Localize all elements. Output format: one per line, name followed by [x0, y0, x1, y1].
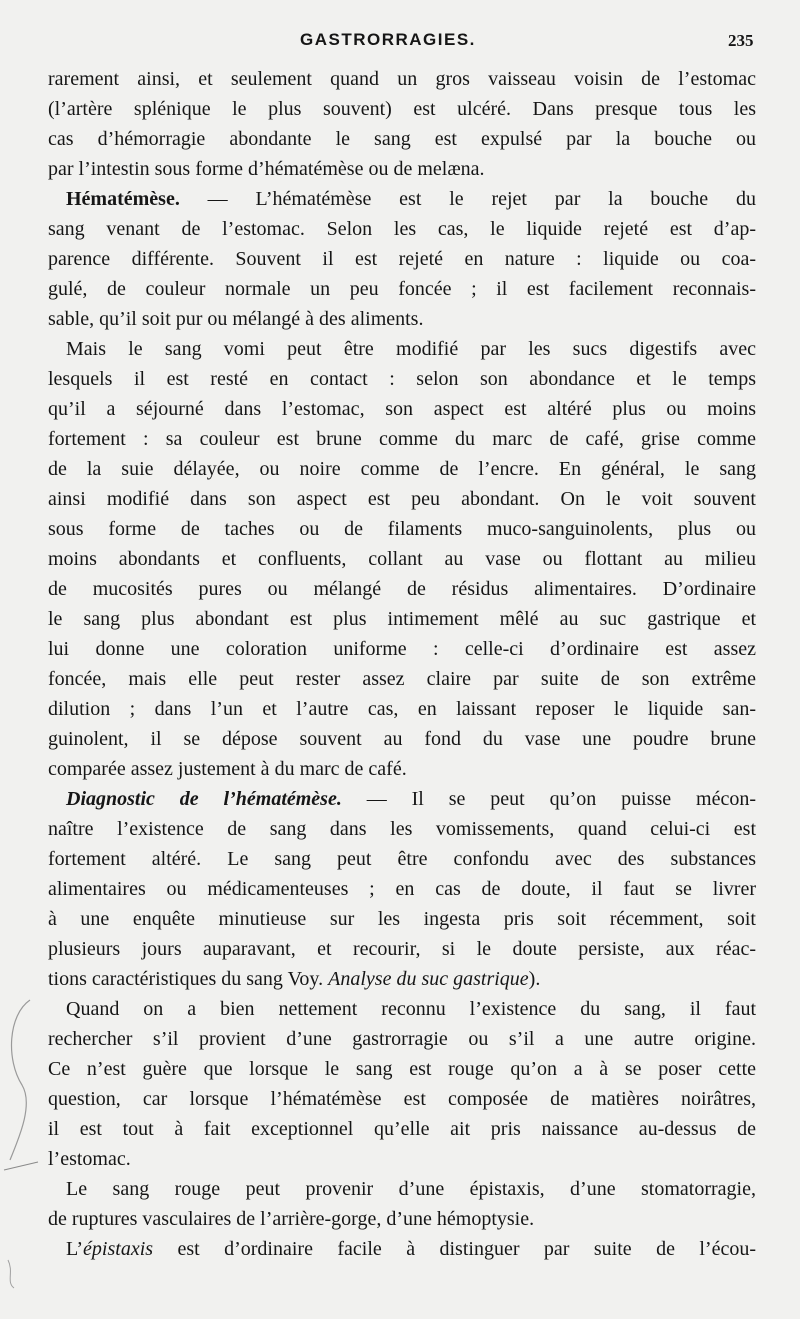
text-line: (l’artère splénique le plus souvent) est ulcéré. Dans presque tous les — [48, 98, 756, 120]
text-line: par l’intestin sous forme d’hématémèse ou de melæna. — [48, 158, 485, 180]
text-span: — Il se peut qu’on puisse mécon- — [341, 788, 756, 810]
text-line: fortement altéré. Le sang peut être confondu avec des substances — [48, 848, 756, 870]
text-line: foncée, mais elle peut rester assez claire par suite de son extrême — [48, 668, 756, 690]
text-line: question, car lorsque l’hématémèse est composée de matières noirâtres, — [48, 1088, 756, 1110]
text-line: le sang plus abondant est plus intimement mêlé au suc gastrique et — [48, 608, 756, 630]
text-line: sang venant de l’estomac. Selon les cas, le liquide rejeté est d’ap- — [48, 218, 756, 240]
text-line: naître l’existence de sang dans les vomissements, quand celui-ci est — [48, 818, 756, 840]
page-number: 235 — [728, 31, 754, 50]
text-line: plusieurs jours auparavant, et recourir, si le doute persiste, aux réac- — [48, 938, 756, 960]
text-line: lui donne une coloration uniforme : celle-ci d’ordinaire est assez — [48, 638, 756, 660]
text-line — [48, 1234, 756, 1264]
italic-term: épistaxis — [83, 1238, 154, 1260]
text-span: tions caractéristiques du sang Voy. — [48, 968, 329, 990]
page-header — [0, 30, 800, 54]
text-span: est d’ordinaire facile à distinguer par suite de l’écou- — [153, 1238, 756, 1260]
cross-reference: Analyse du suc gastrique — [328, 968, 529, 990]
text-line: guinolent, il se dépose souvent au fond du vase une poudre brune — [48, 728, 756, 750]
section-heading-diagnostic: Diagnostic de l’hématémèse. — [66, 788, 342, 810]
text-line: alimentaires ou médicamenteuses ; en cas de doute, il faut se livrer — [48, 878, 756, 900]
text-line: qu’il a séjourné dans l’estomac, son aspect est altéré plus ou moins — [48, 398, 756, 420]
text-line: l’estomac. — [48, 1148, 131, 1170]
text-span: L’ — [66, 1238, 84, 1260]
text-span: ). — [528, 968, 541, 990]
text-line: Le sang rouge peut provenir d’une épistaxis, d’une stomatorragie, — [66, 1178, 756, 1200]
text-line: gulé, de couleur normale un peu foncée ; il est facilement reconnais- — [48, 278, 756, 300]
text-line — [48, 964, 756, 994]
text-line: Mais le sang vomi peut être modifié par les sucs digestifs avec — [66, 338, 756, 360]
text-line: parence différente. Souvent il est rejeté en nature : liquide ou coa- — [48, 248, 756, 270]
text-line: de ruptures vasculaires de l’arrière-gorge, d’une hémoptysie. — [48, 1208, 535, 1230]
section-heading-line — [48, 184, 756, 214]
text-line: sous forme de taches ou de filaments muco-sanguinolents, plus ou — [48, 518, 756, 540]
section-heading-hematemese: Hématémèse. — [66, 188, 180, 210]
text-line: moins abondants et confluents, collant au vase ou flottant au milieu — [48, 548, 756, 570]
text-line: fortement : sa couleur est brune comme du marc de café, grise comme — [48, 428, 756, 450]
running-head: GASTRORRAGIES. — [300, 30, 476, 49]
text-line: rechercher s’il provient d’une gastrorragie ou s’il a une autre origine. — [48, 1028, 756, 1050]
text-line: lesquels il est resté en contact : selon son abondance et le temps — [48, 368, 756, 390]
text-line: de mucosités pures ou mélangé de résidus alimentaires. D’ordinaire — [48, 578, 756, 600]
body-text — [48, 64, 756, 1264]
text-line: dilution ; dans l’un et l’autre cas, en laissant reposer le liquide san- — [48, 698, 756, 720]
text-line: il est tout à fait exceptionnel qu’elle ait pris naissance au-dessus de — [48, 1118, 756, 1140]
text-line: Quand on a bien nettement reconnu l’existence du sang, il faut — [66, 998, 756, 1020]
text-span: — L’hématémèse est le rejet par la bouche du — [179, 188, 756, 210]
text-line: de la suie délayée, ou noire comme de l’encre. En général, le sang — [48, 458, 756, 480]
text-line: rarement ainsi, et seulement quand un gros vaisseau voisin de l’estomac — [48, 68, 756, 90]
margin-pencil-mark — [0, 990, 40, 1290]
text-line: sable, qu’il soit pur ou mélangé à des aliments. — [48, 308, 424, 330]
text-line: ainsi modifié dans son aspect est peu abondant. On le voit souvent — [48, 488, 756, 510]
section-heading-line — [48, 784, 756, 814]
text-line: comparée assez justement à du marc de café. — [48, 758, 407, 780]
text-line: cas d’hémorragie abondante le sang est expulsé par la bouche ou — [48, 128, 756, 150]
text-line: Ce n’est guère que lorsque le sang est rouge qu’on a à se poser cette — [48, 1058, 756, 1080]
text-line: à une enquête minutieuse sur les ingesta pris soit récemment, soit — [48, 908, 756, 930]
